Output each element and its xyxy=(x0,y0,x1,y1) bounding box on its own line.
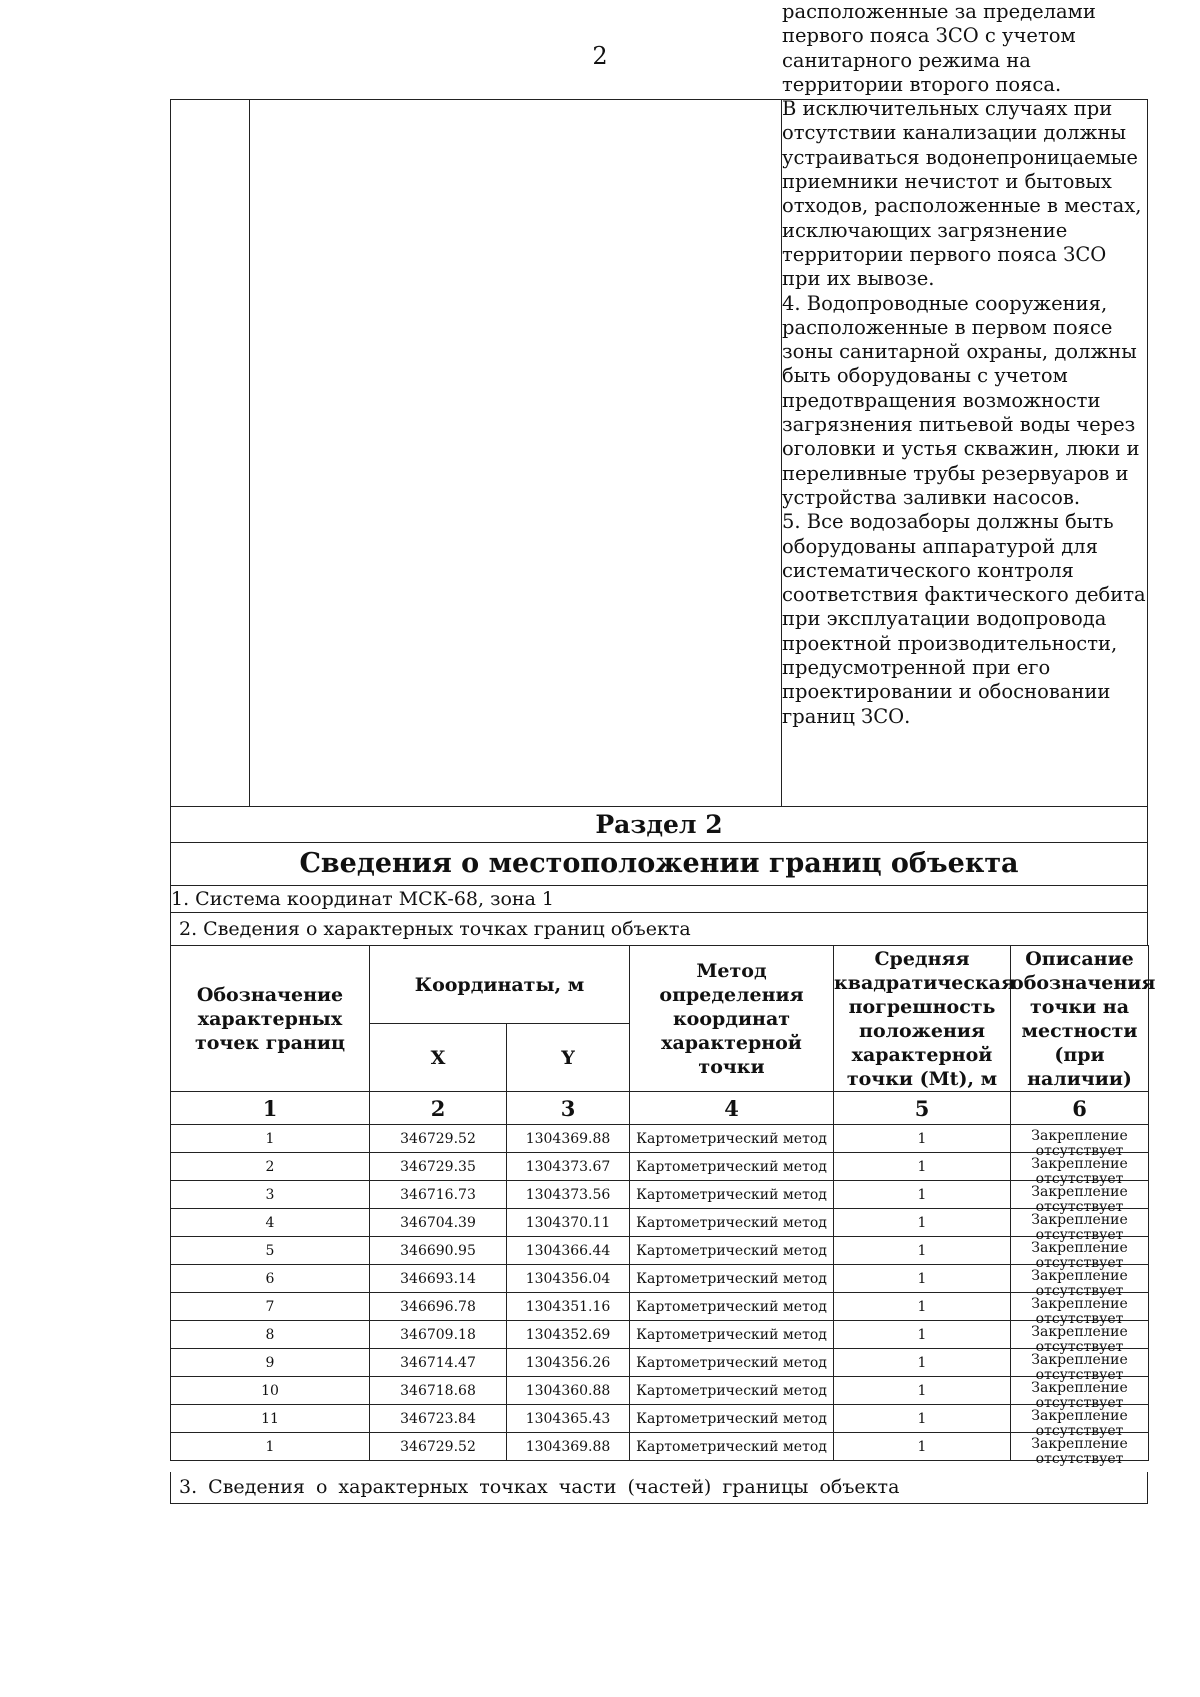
error-cell: 1 xyxy=(834,1293,1011,1321)
method-cell: Картометрический метод xyxy=(630,1153,834,1181)
description-cell xyxy=(1011,1209,1149,1243)
method-cell: Картометрический метод xyxy=(630,1349,834,1377)
description-cell xyxy=(1011,1237,1149,1271)
coord-y: 1304373.56 xyxy=(507,1181,630,1209)
description-cell xyxy=(1011,1265,1149,1299)
coord-x: 346696.78 xyxy=(370,1293,507,1321)
error-cell: 1 xyxy=(834,1265,1011,1293)
point-number: 1 xyxy=(171,1125,370,1153)
page-number: 2 xyxy=(592,42,608,70)
coord-y: 1304356.26 xyxy=(507,1349,630,1377)
coord-y: 1304351.16 xyxy=(507,1293,630,1321)
description-text: Закрепление отсутствует xyxy=(1031,1351,1128,1383)
description-cell xyxy=(1011,1125,1149,1159)
error-cell: 1 xyxy=(834,1125,1011,1153)
description-text: Закрепление отсутствует xyxy=(1031,1239,1128,1271)
column-number: 6 xyxy=(1011,1092,1149,1125)
coord-y: 1304366.44 xyxy=(507,1237,630,1265)
method-cell: Картометрический метод xyxy=(630,1181,834,1209)
header-x: X xyxy=(370,1024,507,1092)
coord-y: 1304369.88 xyxy=(507,1433,630,1461)
description-cell xyxy=(1011,1377,1149,1411)
coord-x: 346714.47 xyxy=(370,1349,507,1377)
table-row xyxy=(171,1265,1149,1293)
point-number: 11 xyxy=(171,1405,370,1433)
description-text: Закрепление отсутствует xyxy=(1031,1323,1128,1355)
point-number: 6 xyxy=(171,1265,370,1293)
method-cell: Картометрический метод xyxy=(630,1433,834,1461)
header-designation: Обозначение характерных точек границ xyxy=(171,946,370,1092)
error-cell: 1 xyxy=(834,1209,1011,1237)
requirements-paragraph: 4. Водопроводные сооружения, расположенные в первом поясе зоны санитарной охраны, должны быть оборудованы с учетом предотвращения возможности загрязнения питьевой воды через оголовки и устья скважин, люки и переливные трубы резервуаров и устройства заливки насосов. xyxy=(782,291,1140,509)
coord-x: 346716.73 xyxy=(370,1181,507,1209)
table-row xyxy=(171,1209,1149,1237)
coord-y: 1304373.67 xyxy=(507,1153,630,1181)
header-coordinates: Координаты, м xyxy=(370,946,630,1024)
method-cell: Картометрический метод xyxy=(630,1237,834,1265)
description-cell xyxy=(1011,1405,1149,1439)
coord-x: 346709.18 xyxy=(370,1321,507,1349)
column-number: 1 xyxy=(171,1092,370,1125)
description-text: Закрепление отсутствует xyxy=(1031,1295,1128,1327)
coordinate-system: 1. Система координат МСК-68, зона 1 xyxy=(170,885,1148,913)
column-divider xyxy=(249,100,250,806)
point-number: 5 xyxy=(171,1237,370,1265)
boundary-points-table xyxy=(170,945,1156,1467)
point-number: 7 xyxy=(171,1293,370,1321)
section-title: Раздел 2 xyxy=(170,806,1148,843)
description-cell xyxy=(1011,1321,1149,1355)
point-number: 1 xyxy=(171,1433,370,1461)
table-row xyxy=(171,1237,1149,1265)
point-number: 9 xyxy=(171,1349,370,1377)
method-cell: Картометрический метод xyxy=(630,1209,834,1237)
table-row xyxy=(171,1153,1149,1181)
point-number: 4 xyxy=(171,1209,370,1237)
method-cell: Картометрический метод xyxy=(630,1293,834,1321)
requirements-paragraph: расположенные за пределами первого пояса ЗСО с учетом санитарного режима на территории второго пояса. xyxy=(782,0,1096,96)
error-cell: 1 xyxy=(834,1237,1011,1265)
error-cell: 1 xyxy=(834,1405,1011,1433)
description-cell xyxy=(1011,1433,1149,1467)
header-error: Средняя квадратическая погрешность положения характерной точки (Mt), м xyxy=(834,947,1016,1090)
header-description: Описание обозначения точки на местности (при наличии) xyxy=(1011,947,1156,1090)
description-cell xyxy=(1011,1349,1149,1383)
description-text: Закрепление отсутствует xyxy=(1031,1379,1128,1411)
description-cell xyxy=(1011,1153,1149,1187)
table-row xyxy=(171,1125,1149,1153)
description-text: Закрепление отсутствует xyxy=(1031,1435,1128,1467)
section-subtitle: Сведения о местоположении границ объекта xyxy=(170,842,1148,886)
header-y: Y xyxy=(507,1024,630,1092)
coord-x: 346729.35 xyxy=(370,1153,507,1181)
coord-x: 346693.14 xyxy=(370,1265,507,1293)
coord-x: 346690.95 xyxy=(370,1237,507,1265)
error-cell: 1 xyxy=(834,1433,1011,1461)
description-text: Закрепление отсутствует xyxy=(1031,1155,1128,1187)
coord-x: 346729.52 xyxy=(370,1125,507,1153)
table-row xyxy=(171,1377,1149,1405)
column-number: 4 xyxy=(630,1092,834,1125)
table-row xyxy=(171,1349,1149,1377)
description-text: Закрепление отсутствует xyxy=(1031,1267,1128,1299)
requirements-text xyxy=(782,0,1150,729)
coord-y: 1304365.43 xyxy=(507,1405,630,1433)
points-heading: 2. Сведения о характерных точках границ объекта xyxy=(170,912,1148,946)
table-row xyxy=(171,1181,1149,1209)
error-cell: 1 xyxy=(834,1377,1011,1405)
point-number: 3 xyxy=(171,1181,370,1209)
table-row xyxy=(171,1293,1149,1321)
method-cell: Картометрический метод xyxy=(630,1321,834,1349)
coord-x: 346723.84 xyxy=(370,1405,507,1433)
column-number: 3 xyxy=(507,1092,630,1125)
description-text: Закрепление отсутствует xyxy=(1031,1211,1128,1243)
table-row xyxy=(171,1405,1149,1433)
table-row xyxy=(171,1321,1149,1349)
coord-x: 346729.52 xyxy=(370,1433,507,1461)
error-cell: 1 xyxy=(834,1181,1011,1209)
method-cell: Картометрический метод xyxy=(630,1377,834,1405)
method-cell: Картометрический метод xyxy=(630,1125,834,1153)
coord-x: 346704.39 xyxy=(370,1209,507,1237)
description-cell xyxy=(1011,1293,1149,1327)
coord-y: 1304369.88 xyxy=(507,1125,630,1153)
column-number: 2 xyxy=(370,1092,507,1125)
coord-y: 1304352.69 xyxy=(507,1321,630,1349)
column-number: 5 xyxy=(834,1092,1011,1125)
part-points-heading: 3. Сведения о характерных точках части (частей) границы объекта xyxy=(170,1472,1148,1504)
requirements-paragraph: В исключительных случаях при отсутствии канализации должны устраиваться водонепроницаемые приемники нечистот и бытовых отходов, расположенные в местах, исключающих загрязнение территории первого пояса ЗСО при их вывозе. xyxy=(782,97,1142,291)
description-text: Закрепление отсутствует xyxy=(1031,1407,1128,1439)
point-number: 2 xyxy=(171,1153,370,1181)
description-cell xyxy=(1011,1181,1149,1215)
error-cell: 1 xyxy=(834,1153,1011,1181)
error-cell: 1 xyxy=(834,1321,1011,1349)
description-text: Закрепление отсутствует xyxy=(1031,1183,1128,1215)
point-number: 8 xyxy=(171,1321,370,1349)
coord-y: 1304370.11 xyxy=(507,1209,630,1237)
coord-y: 1304360.88 xyxy=(507,1377,630,1405)
coord-x: 346718.68 xyxy=(370,1377,507,1405)
method-cell: Картометрический метод xyxy=(630,1265,834,1293)
table-row xyxy=(171,1433,1149,1461)
method-cell: Картометрический метод xyxy=(630,1405,834,1433)
description-text: Закрепление отсутствует xyxy=(1031,1127,1128,1159)
error-cell: 1 xyxy=(834,1349,1011,1377)
requirements-paragraph: 5. Все водозаборы должны быть оборудованы аппаратурой для систематического контроля соответствия фактического дебита при эксплуатации водопровода проектной производительности, предусмотренной при его проектировании и обосновании границ ЗСО. xyxy=(782,510,1146,728)
header-method: Метод определения координат характерной точки xyxy=(630,946,834,1092)
coord-y: 1304356.04 xyxy=(507,1265,630,1293)
point-number: 10 xyxy=(171,1377,370,1405)
